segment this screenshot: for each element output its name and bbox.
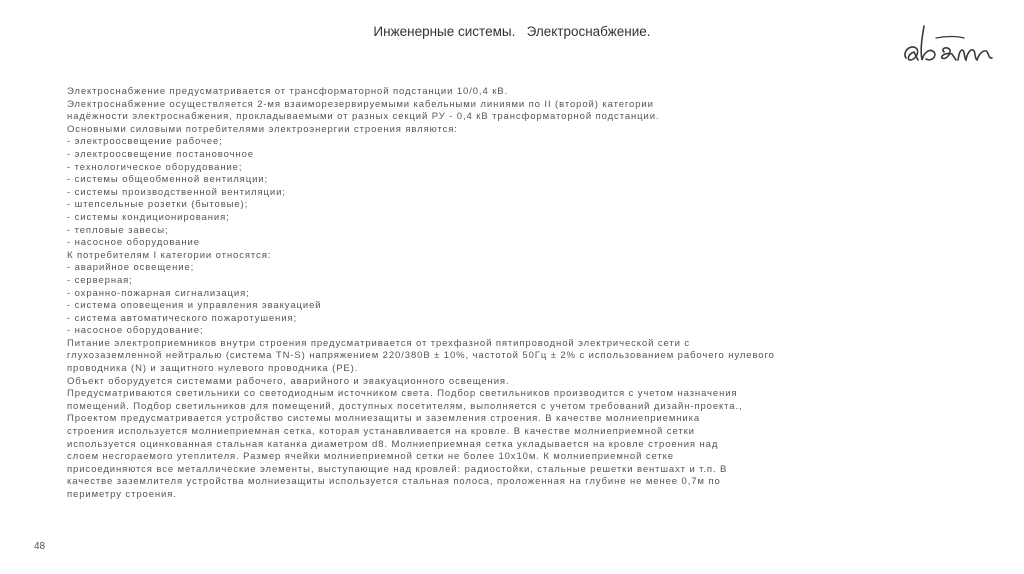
list-item: - насосное оборудование xyxy=(67,237,200,249)
page-number: 48 xyxy=(34,541,46,552)
body-line: К потребителям I категории относятся: xyxy=(67,249,272,261)
list-item: - системы кондиционирования; xyxy=(67,211,230,223)
body-line: используется оцинкованная стальная катанка диаметром d8. Молниеприемная сетка укладывается на кровле строения над xyxy=(67,438,719,450)
list-item: - насосное оборудование; xyxy=(67,325,204,337)
body-line: слоем несгораемого утеплителя. Размер ячейки молниеприемной сетки не более 10х10м. К молниеприемной сетке xyxy=(67,451,674,463)
list-item: - технологическое оборудование; xyxy=(67,161,243,173)
list-item: - электроосвещение постановочное xyxy=(67,148,254,160)
body-line: помещений. Подбор светильников для помещений, доступных посетителям, выполняется с учетом требований дизайн-проекта., xyxy=(67,400,743,412)
body-line: проводника (N) и защитного нулевого проводника (PE). xyxy=(67,363,359,375)
body-line: Электроснабжение осуществляется 2-мя взаиморезервируемыми кабельными линиями по II (второй) категории xyxy=(67,98,654,110)
list-item: - аварийное освещение; xyxy=(67,262,195,274)
list-item: - система автоматического пожаротушения; xyxy=(67,312,297,324)
body-line: присоединяются все металлические элементы, выступающие над кровлей: радиостойки, стальные решетки вентшахт и т.п. В xyxy=(67,463,728,475)
body-line: Электроснабжение предусматривается от трансформаторной подстанции 10/0,4 кВ. xyxy=(67,86,509,97)
body-line: Основными силовыми потребителями электроэнергии строения являются: xyxy=(67,123,458,135)
list-item: - система оповещения и управления эвакуацией xyxy=(67,300,322,312)
logo-script-svg xyxy=(900,18,996,78)
slide-title: Инженерные системы. Электроснабжение. xyxy=(373,24,651,39)
list-item: - штепсельные розетки (бытовые); xyxy=(67,199,249,211)
body-line: качестве заземлителя устройства молниезащиты используется стальная полоса, проложенная на глубине не менее 0,7м по xyxy=(67,476,721,488)
body-line: периметру строения. xyxy=(67,489,177,500)
list-item: - серверная; xyxy=(67,274,133,286)
body-line: Предусматриваются светильники со светодиодным источником света. Подбор светильников производится с учетом назначения xyxy=(67,388,738,400)
body-line: Питание электроприемников внутри строения предусматривается от трехфазной пятипроводной электрической сети с xyxy=(67,337,691,349)
list-item: - охранно-пожарная сигнализация; xyxy=(67,287,250,299)
list-item: - системы общеобменной вентиляции; xyxy=(67,174,269,186)
body-line: Объект оборудуется системами рабочего, аварийного и эвакуационного освещения. xyxy=(67,375,510,387)
body-line: надёжности электроснабжения, прокладываемыми от разных секций РУ - 0,4 кВ трансформаторной подстанции. xyxy=(67,111,660,123)
list-item: - системы производственной вентиляции; xyxy=(67,186,286,198)
brand-logo xyxy=(900,18,996,78)
body-line: глухозаземленной нейтралью (система TN-S) напряжением 220/380В ± 10%, частотой 50Гц ± 2% с использованием рабочего нулевого xyxy=(67,350,775,362)
list-item: - электроосвещение рабочее; xyxy=(67,136,223,148)
body-text-block xyxy=(67,86,967,502)
list-item: - тепловые завесы; xyxy=(67,224,169,236)
body-line: строения используется молниеприемная сетка, которая устанавливается на кровле. В качестве молниеприемной сетки xyxy=(67,426,695,438)
body-line: Проектом предусматривается устройство системы молниезащиты и заземления строения. В качестве молниеприемника xyxy=(67,413,701,425)
